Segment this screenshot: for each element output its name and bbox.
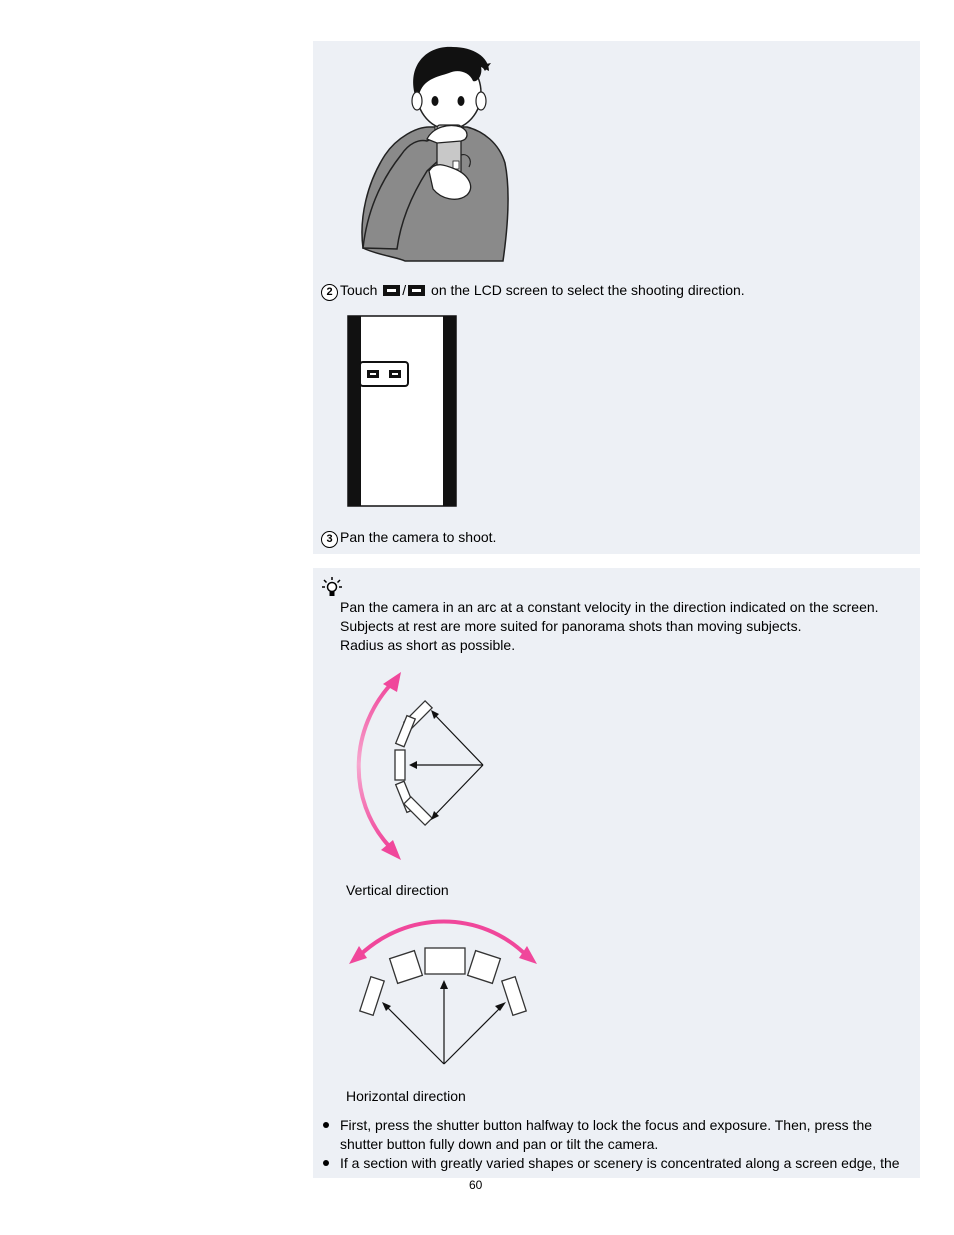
step-number-badge: 3: [321, 531, 338, 548]
horizontal-direction-caption: Horizontal direction: [346, 1088, 466, 1104]
step-2-instruction: [340, 281, 745, 300]
person-holding-camera-illustration: [357, 43, 517, 265]
tip-line: Radius as short as possible.: [340, 637, 516, 653]
horizontal-direction-diagram: [347, 912, 541, 1068]
lcd-screen-illustration: [347, 315, 459, 509]
step-2-prefix: Touch: [340, 282, 378, 298]
lightbulb-tip-icon: [322, 576, 342, 598]
direction-button-icon: [408, 285, 425, 296]
bullet-icon: [323, 1122, 329, 1128]
steps-panel: [313, 41, 920, 554]
page-number: 60: [469, 1178, 483, 1192]
tip-line: Subjects at rest are more suited for panorama shots than moving subjects.: [340, 618, 802, 634]
bullet-text-line: shutter button fully down and pan or tilt the camera.: [340, 1136, 659, 1152]
tips-panel: [313, 568, 920, 1178]
bullet-text-line: First, press the shutter button halfway to lock the focus and exposure. Then, press the: [340, 1117, 873, 1133]
vertical-direction-caption: Vertical direction: [346, 882, 449, 898]
bullet-text-line: If a section with greatly varied shapes or scenery is concentrated along a screen edge, the: [340, 1155, 900, 1171]
step-number-badge: 2: [321, 284, 338, 301]
tip-line: Pan the camera in an arc at a constant velocity in the direction indicated on the screen.: [340, 599, 879, 615]
step-2-suffix: on the LCD screen to select the shooting direction.: [431, 282, 745, 298]
direction-button-icon: [383, 285, 400, 296]
vertical-direction-diagram: [349, 668, 499, 864]
bullet-icon: [323, 1160, 329, 1166]
step-2-separator: /: [402, 282, 407, 298]
step-3-instruction: Pan the camera to shoot.: [340, 529, 497, 545]
